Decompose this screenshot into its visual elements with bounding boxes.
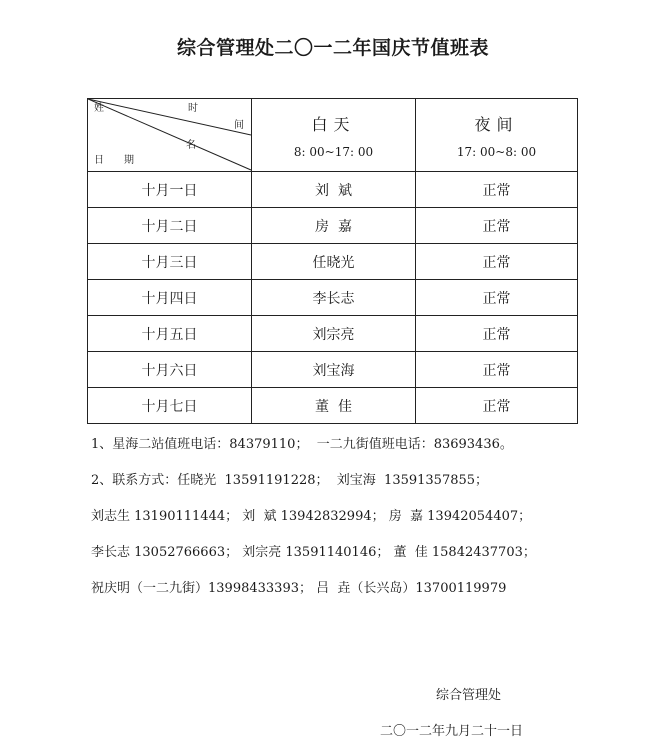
- signature-date: 二〇一二年九月二十一日: [380, 724, 524, 739]
- night-duty-cell: 正常: [416, 208, 578, 244]
- night-duty-cell: 正常: [416, 280, 578, 316]
- day-shift-name: 白天: [311, 114, 356, 134]
- day-shift-time: 8: 00~17: 00: [293, 144, 374, 159]
- date-cell: 十月二日: [88, 208, 252, 244]
- notes-section: [91, 433, 651, 613]
- date-cell: 十月五日: [88, 316, 252, 352]
- night-duty-cell: 正常: [416, 244, 578, 280]
- corner-date-char-2: 期: [124, 155, 134, 166]
- table-row: [88, 208, 578, 244]
- table-row: [88, 352, 578, 388]
- day-duty-cell: 房 嘉: [252, 208, 416, 244]
- date-cell: 十月四日: [88, 280, 252, 316]
- table-row: [88, 280, 578, 316]
- corner-name-char-2: 名: [186, 140, 196, 151]
- date-cell: 十月六日: [88, 352, 252, 388]
- duty-roster-table: [87, 98, 578, 424]
- table-row: [88, 172, 578, 208]
- note-line-contacts: 2、联系方式：任晓光 13591191228； 刘宝海 13591357855；: [91, 473, 489, 488]
- night-duty-cell: 正常: [416, 352, 578, 388]
- corner-date-char-1: 日: [94, 155, 104, 166]
- day-duty-cell: 刘 斌: [252, 172, 416, 208]
- corner-name-char-1: 姓: [94, 103, 104, 114]
- page-title: 综合管理处二〇一二年国庆节值班表: [176, 37, 489, 59]
- table-header-row: [88, 99, 578, 172]
- night-duty-cell: 正常: [416, 388, 578, 424]
- corner-time-char-2: 间: [234, 120, 244, 131]
- corner-time-char-1: 时: [188, 103, 198, 114]
- day-shift-header: [252, 99, 416, 172]
- note-line-contacts: 刘志生 13190111444； 刘 斌 13942832994； 房 嘉 13942054407；: [91, 509, 532, 524]
- night-duty-cell: 正常: [416, 172, 578, 208]
- night-shift-time: 17: 00~8: 00: [456, 144, 537, 159]
- day-duty-cell: 董 佳: [252, 388, 416, 424]
- signature-office: 综合管理处: [436, 688, 502, 703]
- date-cell: 十月七日: [88, 388, 252, 424]
- night-duty-cell: 正常: [416, 316, 578, 352]
- day-duty-cell: 李长志: [252, 280, 416, 316]
- table-row: [88, 316, 578, 352]
- day-duty-cell: 刘宝海: [252, 352, 416, 388]
- date-cell: 十月三日: [88, 244, 252, 280]
- note-line-phone: 1、星海二站值班电话：84379110； 一二九街值班电话：83693436。: [91, 437, 513, 452]
- diagonal-lines: [88, 99, 252, 171]
- diagonal-header-cell: [88, 99, 252, 172]
- table-row: [88, 244, 578, 280]
- note-line-contacts: 祝庆明（一二九街）13998433393； 吕 垚（长兴岛）13700119979: [91, 581, 507, 596]
- table-row: [88, 388, 578, 424]
- day-duty-cell: 刘宗亮: [252, 316, 416, 352]
- night-shift-name: 夜间: [474, 114, 519, 134]
- note-line-contacts: 李长志 13052766663； 刘宗亮 13591140146； 董 佳 15842437703；: [91, 545, 536, 560]
- day-duty-cell: 任晓光: [252, 244, 416, 280]
- night-shift-header: [416, 99, 578, 172]
- date-cell: 十月一日: [88, 172, 252, 208]
